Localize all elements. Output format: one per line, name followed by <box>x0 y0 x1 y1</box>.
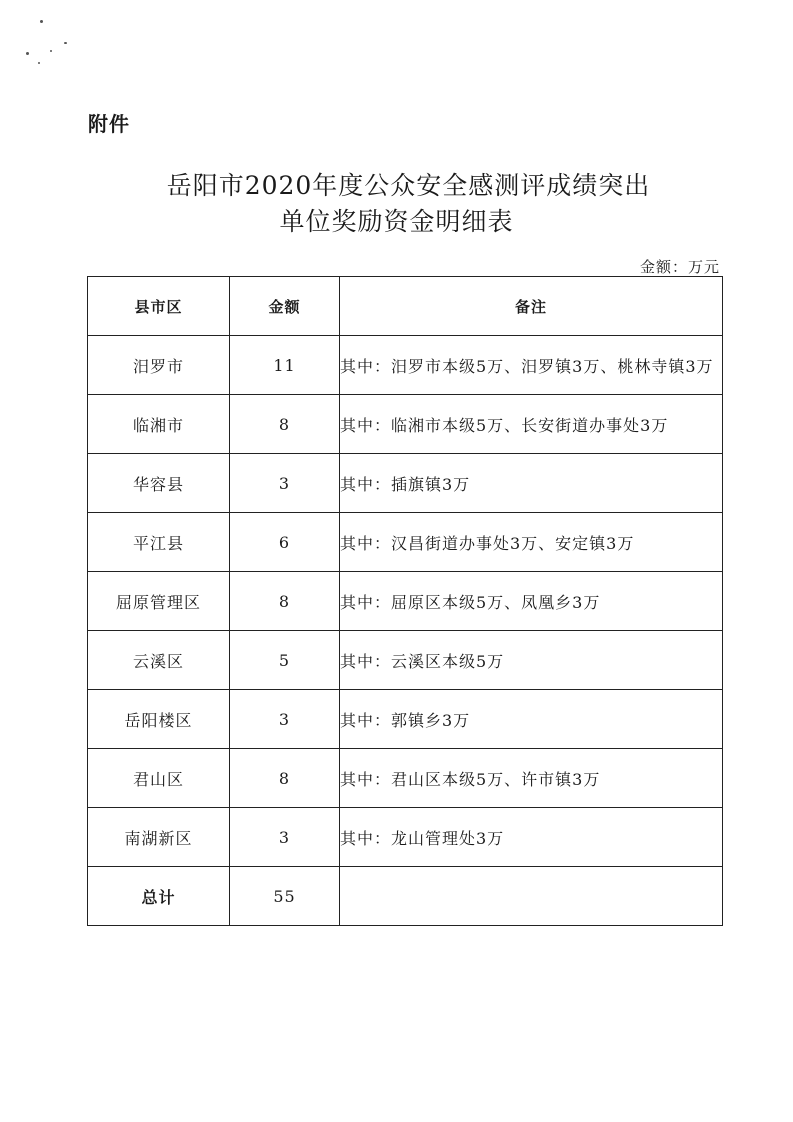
table-row <box>88 572 723 631</box>
note-cell: 其中：汉昌街道办事处3万、安定镇3万 <box>340 513 723 572</box>
column-header-county: 县市区 <box>88 277 230 336</box>
document-title-line-2: 单位奖励资金明细表 <box>279 207 514 236</box>
county-cell: 岳阳楼区 <box>88 690 230 749</box>
scan-speck <box>64 42 67 44</box>
table-row <box>88 749 723 808</box>
scan-speck <box>26 52 29 55</box>
county-cell: 平江县 <box>88 513 230 572</box>
note-cell: 其中：云溪区本级5万 <box>340 631 723 690</box>
county-cell: 君山区 <box>88 749 230 808</box>
county-cell: 南湖新区 <box>88 808 230 867</box>
amount-cell: 6 <box>230 513 340 572</box>
amount-cell: 8 <box>230 395 340 454</box>
column-header-note: 备注 <box>340 277 723 336</box>
table-row <box>88 513 723 572</box>
note-cell: 其中：临湘市本级5万、长安街道办事处3万 <box>340 395 723 454</box>
county-cell: 临湘市 <box>88 395 230 454</box>
note-cell: 其中：插旗镇3万 <box>340 454 723 513</box>
table-row <box>88 808 723 867</box>
unit-note: 金额：万元 <box>639 258 720 276</box>
amount-cell: 5 <box>230 631 340 690</box>
table-row <box>88 395 723 454</box>
table-row <box>88 454 723 513</box>
county-cell: 华容县 <box>88 454 230 513</box>
total-row <box>88 867 723 926</box>
total-amount-cell: 55 <box>230 867 340 926</box>
table-row <box>88 336 723 395</box>
scan-speck <box>50 50 52 52</box>
amount-cell: 3 <box>230 808 340 867</box>
document-title-line-1: 岳阳市2020年度公众安全感测评成绩突出 <box>166 171 651 200</box>
column-header-amount: 金额 <box>230 277 340 336</box>
amount-cell: 3 <box>230 690 340 749</box>
county-cell: 汨罗市 <box>88 336 230 395</box>
note-cell: 其中：郭镇乡3万 <box>340 690 723 749</box>
amount-cell: 8 <box>230 749 340 808</box>
table-row <box>88 690 723 749</box>
amount-cell: 11 <box>230 336 340 395</box>
amount-cell: 3 <box>230 454 340 513</box>
note-cell: 其中：屈原区本级5万、凤凰乡3万 <box>340 572 723 631</box>
reward-detail-table <box>87 276 723 926</box>
scan-speck <box>38 62 40 64</box>
total-label-cell: 总计 <box>88 867 230 926</box>
table-header-row <box>88 277 723 336</box>
county-cell: 云溪区 <box>88 631 230 690</box>
table-row <box>88 631 723 690</box>
note-cell: 其中：君山区本级5万、许市镇3万 <box>340 749 723 808</box>
note-cell: 其中：龙山管理处3万 <box>340 808 723 867</box>
county-cell: 屈原管理区 <box>88 572 230 631</box>
amount-cell: 8 <box>230 572 340 631</box>
attachment-label: 附件 <box>88 112 130 136</box>
scan-speck <box>40 20 43 23</box>
total-note-cell <box>340 867 723 926</box>
note-cell: 其中：汨罗市本级5万、汨罗镇3万、桃林寺镇3万 <box>340 336 723 395</box>
